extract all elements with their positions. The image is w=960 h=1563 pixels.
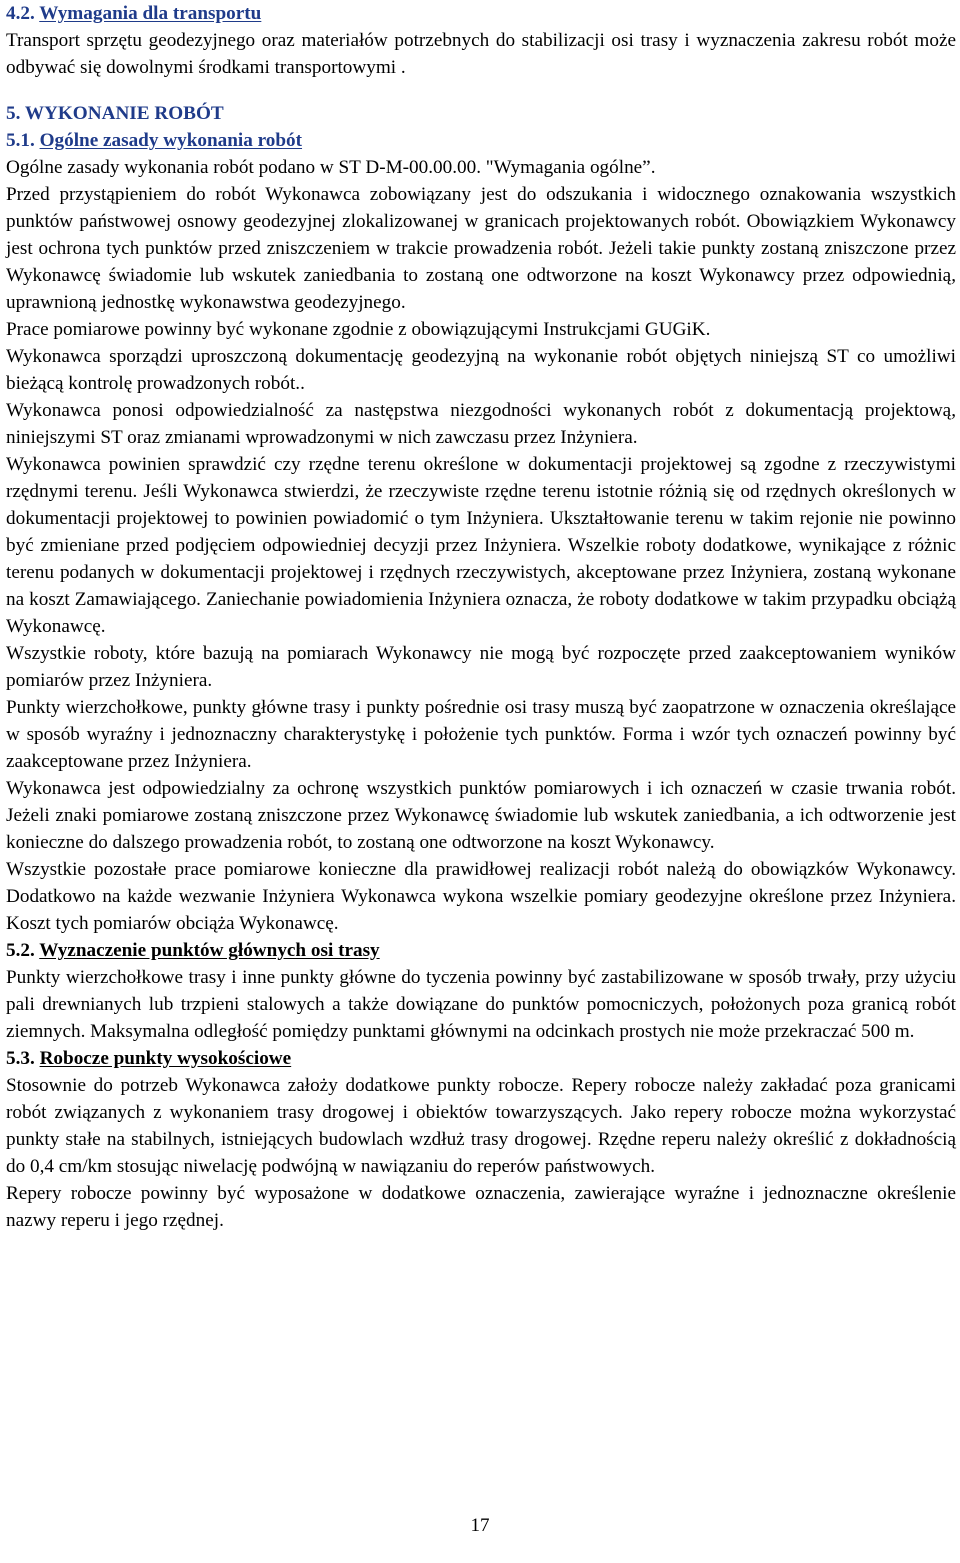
document-body [6, 0, 956, 1234]
section-5-2-heading [6, 937, 956, 964]
section-5-3-heading [6, 1045, 956, 1072]
section-5-1-number: 5.1. [6, 130, 35, 151]
section-5-2-text: Punkty wierzchołkowe trasy i inne punkty główne do tyczenia powinny być zastabilizowane w sposób trwały, przy użyciu pali drewnianych lub trzpieni stalowych a także dowiązane do punktów pomocniczych, położonych poza granicą robót ziemnych. Maksymalna odległość pomiędzy punktami głównymi na odcinkach prostych nie może przekraczać 500 m. [6, 967, 956, 1042]
paragraph: Repery robocze powinny być wyposażone w dodatkowe oznaczenia, zawierające wyraźne i jednoznaczne określenie nazwy reperu i jego rzędnej. [6, 1183, 956, 1231]
paragraph: Wszystkie pozostałe prace pomiarowe konieczne dla prawidłowej realizacji robót należą do obowiązków Wykonawcy. Dodatkowo na każde wezwanie Inżyniera Wykonawca wykona wszelkie pomiary geodezyjne określone przez Inżyniera. Koszt tych pomiarów obciąża Wykonawcę. [6, 859, 956, 934]
paragraph: Wykonawca ponosi odpowiedzialność za następstwa niezgodności wykonanych robót z dokumentacją projektową, niniejszymi ST oraz zmianami wprowadzonymi w nich zawczasu przez Inżyniera. [6, 400, 956, 448]
section-5-1-heading [6, 127, 956, 154]
section-4-2-text: Transport sprzętu geodezyjnego oraz materiałów potrzebnych do stabilizacji osi trasy i wyznaczenia zakresu robót może odbywać się dowolnymi środkami transportowymi . [6, 30, 956, 78]
section-4-2-heading [6, 0, 956, 27]
section-4-2-number: 4.2. [6, 3, 35, 24]
section-5-3-title: Robocze punkty wysokościowe [39, 1048, 292, 1069]
paragraph: Wszystkie roboty, które bazują na pomiarach Wykonawcy nie mogą być rozpoczęte przed zaakceptowaniem wyników pomiarów przez Inżyniera. [6, 643, 956, 691]
paragraph: Punkty wierzchołkowe, punkty główne trasy i punkty pośrednie osi trasy muszą być zaopatrzone w oznaczenia określające w sposób wyraźny i jednoznaczny charakterystykę i położenie tych punktów. Forma i wzór tych oznaczeń powinny być zaakceptowane przez Inżyniera. [6, 697, 956, 772]
section-5-heading: 5. WYKONANIE ROBÓT [6, 103, 224, 124]
page-number: 17 [470, 1515, 490, 1536]
paragraph: Przed przystąpieniem do robót Wykonawca zobowiązany jest do odszukania i widocznego oznakowania wszystkich punktów państwowej osnowy geodezyjnej zlokalizowanej w granicach projektowanych robót. Obowiązkiem Wykonawcy jest ochrona tych punktów przed zniszczeniem w trakcie prowadzenia robót. Jeżeli takie punkty zostaną zniszczone przez Wykonawcę świadomie lub wskutek zaniedbania to zostaną one odtworzone na koszt Wykonawcy przez odpowiednią, uprawnioną jednostkę wykonawstwa geodezyjnego. [6, 184, 956, 313]
section-5-3-number: 5.3. [6, 1048, 35, 1069]
section-5-2-number: 5.2. [6, 940, 35, 961]
section-5-2-title: Wyznaczenie punktów głównych osi trasy [39, 940, 380, 961]
section-4-2-title: Wymagania dla transportu [39, 3, 262, 24]
section-5-1-title: Ogólne zasady wykonania robót [39, 130, 303, 151]
paragraph: Wykonawca powinien sprawdzić czy rzędne terenu określone w dokumentacji projektowej są zgodne z rzeczywistymi rzędnymi terenu. Jeśli Wykonawca stwierdzi, że rzeczywiste rzędne terenu istotnie różnią się od rzędnych określonych w dokumentacji projektowej to powinien powiadomić o tym Inżyniera. Ukształtowanie terenu w takim rejonie nie powinno być zmieniane przed podjęciem odpowiedniej decyzji przez Inżyniera. Wszelkie roboty dodatkowe, wynikające z różnic terenu podanych w dokumentacji projektowej i rzędnych rzeczywistych, akceptowane przez Inżyniera, zostaną wykonane na koszt Zamawiającego. Zaniechanie powiadomienia Inżyniera oznacza, że roboty dodatkowe w takim przypadku obciążą Wykonawcę. [6, 454, 956, 637]
paragraph: Prace pomiarowe powinny być wykonane zgodnie z obowiązującymi Instrukcjami GUGiK. [6, 319, 711, 340]
paragraph: Wykonawca jest odpowiedzialny za ochronę wszystkich punktów pomiarowych i ich oznaczeń w czasie trwania robót. Jeżeli znaki pomiarowe zostaną zniszczone przez Wykonawcę świadomie lub wskutek zaniedbania, a ich odtworzenie jest konieczne do dalszego prowadzenia robót, to zostaną one odtworzone na koszt Wykonawcy. [6, 778, 956, 853]
paragraph: Stosownie do potrzeb Wykonawca założy dodatkowe punkty robocze. Repery robocze należy zakładać poza granicami robót związanych z wykonaniem trasy drogowej i obiektów towarzyszących. Jako repery robocze można wykorzystać punkty stałe na stabilnych, istniejących budowlach wzdłuż trasy drogowej. Rzędne reperu należy określić z dokładnością do 0,4 cm/km stosując niwelację podwójną w nawiązaniu do reperów państwowych. [6, 1075, 956, 1177]
paragraph: Ogólne zasady wykonania robót podano w ST D-M-00.00.00. "Wymagania ogólne”. [6, 157, 656, 178]
paragraph: Wykonawca sporządzi uproszczoną dokumentację geodezyjną na wykonanie robót objętych niniejszą ST co umożliwi bieżącą kontrolę prowadzonych robót.. [6, 346, 956, 394]
